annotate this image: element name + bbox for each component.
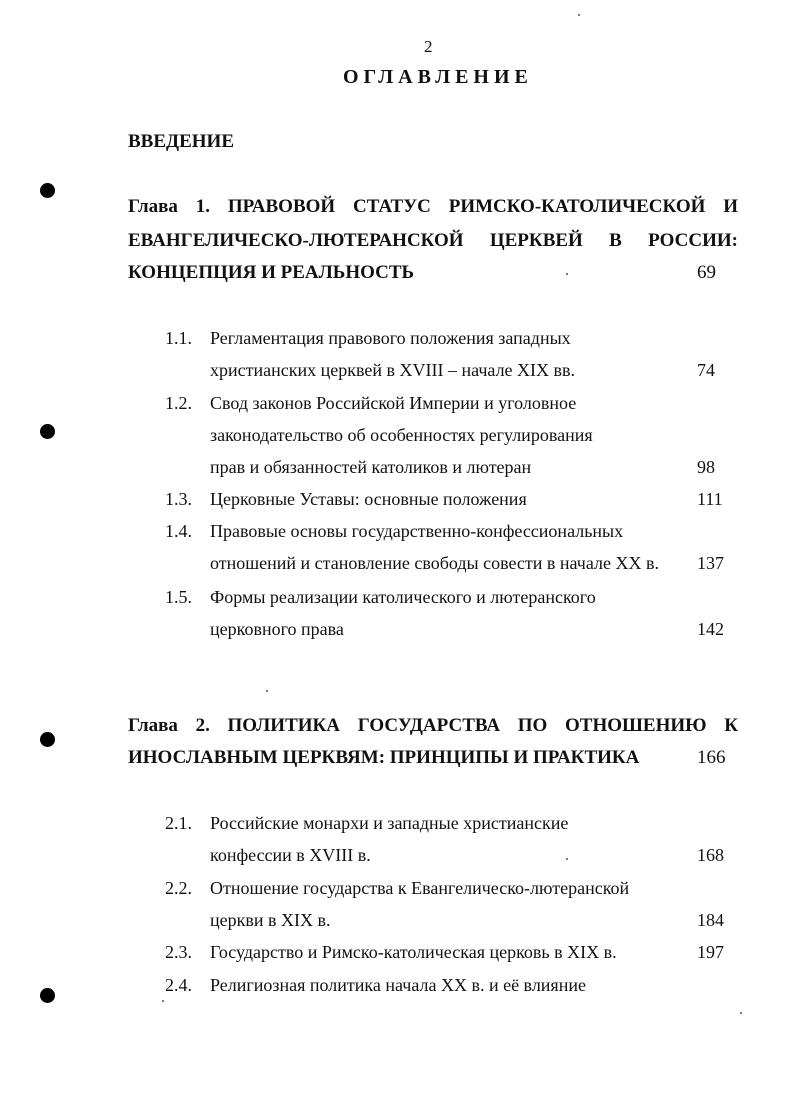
section-title-line: церковного права [210,619,344,639]
section-title-line: отношений и становление свободы совести в начале XX в. [210,553,659,573]
binder-hole [40,988,55,1003]
chapter2-title-line1: ПОЛИТИКА ГОСУДАРСТВА ПО ОТНОШЕНИЮ К [227,715,739,736]
chapter1-title-line3: КОНЦЕПЦИЯ И РЕАЛЬНОСТЬ [128,262,415,283]
section-title-line: Церковные Уставы: основные положения [210,489,527,509]
page-title: ОГЛАВЛЕНИЕ [343,66,533,88]
chapter2-heading-line1 [128,715,738,737]
scan-speck [566,273,568,275]
section-number: 2.4. [165,975,192,995]
section-page: 74 [697,360,715,380]
scan-speck [740,1012,742,1014]
chapter2-title-line2: ИНОСЛАВНЫМ ЦЕРКВЯМ: ПРИНЦИПЫ И ПРАКТИКА [128,747,640,768]
section-title-line: Формы реализации католического и лютеранского [210,587,596,607]
toc-introduction: ВВЕДЕНИЕ [128,131,234,152]
chapter1-page: 69 [697,262,716,283]
chapter1-title-line1: ПРАВОВОЙ СТАТУС РИМСКО-КАТОЛИЧЕСКОЙ И [227,196,739,217]
section-title-line: Государство и Римско-католическая церковь в XIX в. [210,942,617,962]
section-number: 1.5. [165,587,192,607]
section-number: 1.4. [165,521,192,541]
scan-speck [162,1000,164,1002]
section-page: 197 [697,942,724,962]
scan-speck [566,858,568,860]
section-page: 168 [697,845,724,865]
section-number: 1.1. [165,328,192,348]
section-number: 1.3. [165,489,192,509]
binder-hole [40,183,55,198]
section-page: 111 [697,489,723,509]
section-title-line: конфессии в XVIII в. [210,845,371,865]
chapter2-page: 166 [697,747,726,768]
chapter1-label: Глава 1. [128,196,210,217]
section-number: 2.3. [165,942,192,962]
section-page: 184 [697,910,724,930]
section-title-line: прав и обязанностей католиков и лютеран [210,457,532,477]
section-title-line: Свод законов Российской Империи и уголовное [210,393,577,413]
binder-hole [40,732,55,747]
section-title-line: церкви в XIX в. [210,910,331,930]
section-title-line: Регламентация правового положения западных [210,328,571,348]
binder-hole [40,424,55,439]
section-number: 1.2. [165,393,192,413]
scan-speck [266,690,268,692]
section-title-line: законодательство об особенностях регулирования [210,425,593,445]
chapter1-heading-line1 [128,196,738,218]
chapter1-title-line2: ЕВАНГЕЛИЧЕСКО-ЛЮТЕРАНСКОЙ ЦЕРКВЕЙ В РОССИИ: [128,230,738,251]
scan-speck [578,14,580,16]
section-title-line: Религиозная политика начала XX в. и её влияние [210,975,586,995]
page-number: 2 [424,37,433,56]
section-title-line: христианских церквей в XVIII – начале XIX вв. [210,360,576,380]
section-number: 2.2. [165,878,192,898]
section-number: 2.1. [165,813,192,833]
section-title-line: Российские монархи и западные христианские [210,813,569,833]
chapter2-label: Глава 2. [128,715,210,736]
section-page: 142 [697,619,724,639]
section-page: 137 [697,553,724,573]
section-title-line: Правовые основы государственно-конфессиональных [210,521,624,541]
section-title-line: Отношение государства к Евангелическо-лютеранской [210,878,630,898]
section-page: 98 [697,457,715,477]
